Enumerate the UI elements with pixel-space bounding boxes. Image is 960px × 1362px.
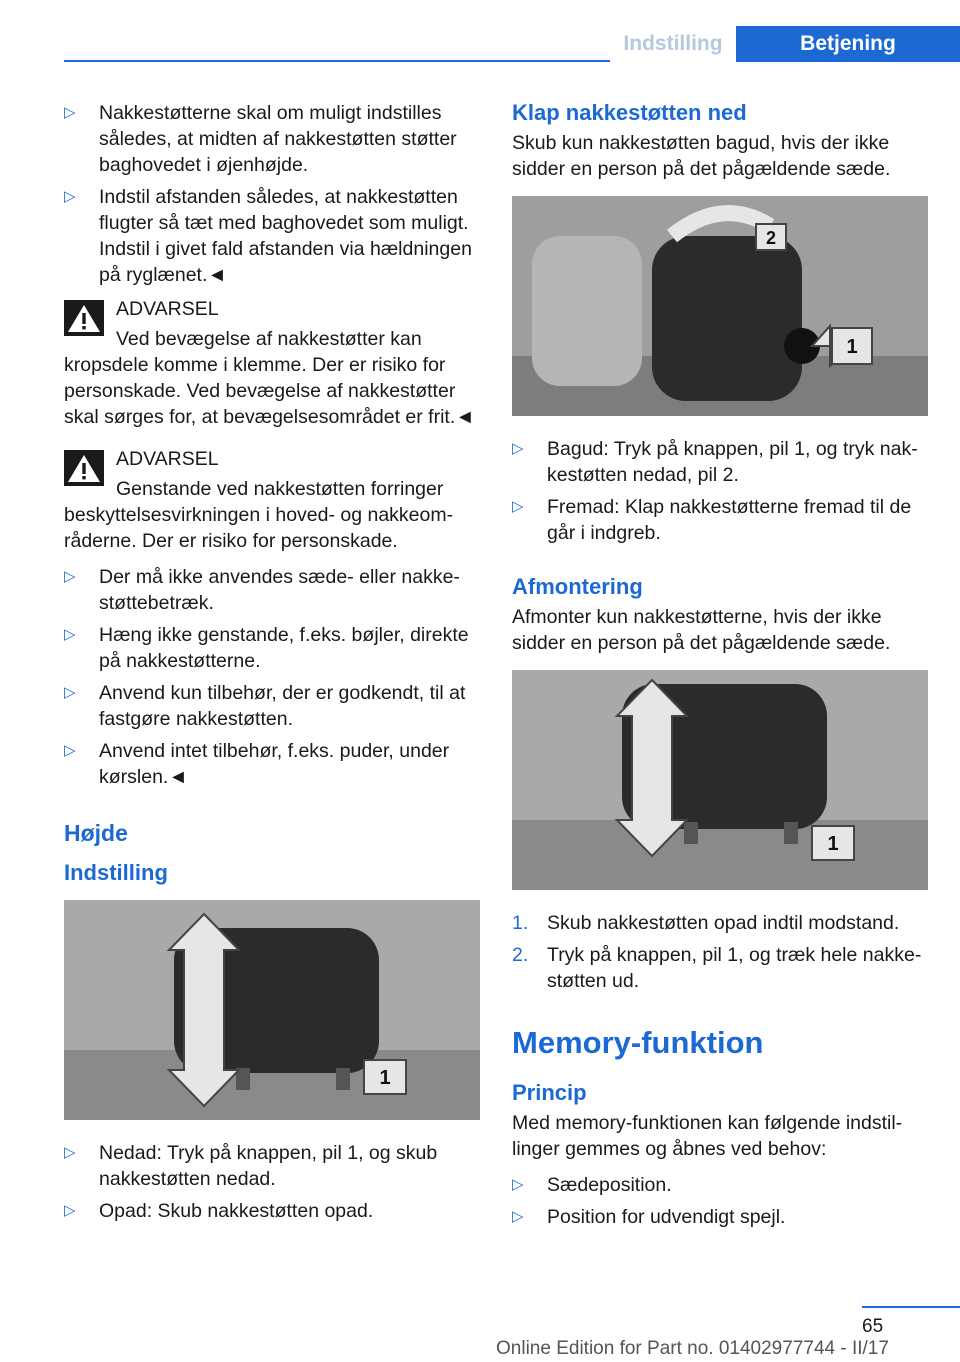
bullet-triangle-icon: ▷ (64, 1144, 76, 1161)
list-item: ▷ Fremad: Klap nakkestøtterne fremad til de går i indgreb. (512, 496, 912, 544)
right-column (512, 100, 928, 1236)
heading-princip: Princip (512, 1080, 587, 1105)
list-item: ▷ Bagud: Tryk på knappen, pil 1, og tryk nak-kestøtten nedad, pil 2. (512, 438, 918, 486)
bullet-triangle-icon: ▷ (512, 1208, 524, 1225)
list-item: 1. Skub nakkestøtten opad indtil modstand. (512, 912, 900, 934)
warning-triangle-icon (64, 450, 104, 486)
figure-label: 1 (379, 1067, 391, 1089)
heading-hojde: Højde (64, 820, 128, 846)
warning-title: ADVARSEL (116, 448, 219, 470)
bullet-triangle-icon: ▷ (512, 498, 524, 515)
list-item: ▷ Der må ikke anvendes sæde- eller nakke-støttebetræk. (64, 566, 460, 614)
warning-text: Ved bevægelse af nakkestøtter kan kropsdele komme i klemme. Der er risiko for personskade. Ved bevægelse af nakkestøtter skal sørges for, at bevægelsesområdet er frit.◄ (64, 328, 475, 428)
footer-rule (862, 1306, 960, 1308)
warning-block-2 (64, 446, 480, 554)
headrest-position-list (64, 100, 480, 288)
fold-list (512, 436, 928, 546)
tab-indstilling[interactable]: Indstilling (610, 26, 736, 62)
page-number: 65 (862, 1316, 884, 1337)
left-column (64, 100, 480, 1230)
heading-indstilling: Indstilling (64, 860, 168, 885)
headrest-removal-image (512, 670, 928, 890)
bullet-triangle-icon: ▷ (512, 440, 524, 457)
list-item: ▷ Position for udvendigt spejl. (512, 1206, 786, 1228)
list-item: 2. Tryk på knappen, pil 1, og træk hele nakke-støtten ud. (512, 944, 922, 992)
warning-triangle-icon (64, 300, 104, 336)
bullet-triangle-icon: ▷ (64, 742, 76, 759)
list-item: ▷ Anvend kun tilbehør, der er godkendt, til at fastgøre nakkestøtten. (64, 682, 466, 730)
bullet-triangle-icon: ▷ (64, 626, 76, 643)
warning-text: Genstande ved nakkestøtten forringer beskyttelsesvirkningen i hoved- og nakkeom-råderne. Der er risiko for personskade. (64, 478, 454, 552)
list-item: ▷ Indstil afstanden således, at nakkestøtten flugter så tæt med baghovedet som muligt. Indstil i givet fald afstanden via hældningen på ryglænet.◄ (64, 186, 472, 286)
memory-list (512, 1172, 928, 1230)
afmontering-text: Afmonter kun nakkestøtterne, hvis der ikke sidder en person på det pågældende sæde. (512, 606, 891, 654)
bullet-triangle-icon: ▷ (64, 684, 76, 701)
figure-label: 2 (765, 228, 777, 248)
heading-afmontering: Afmontering (512, 574, 643, 599)
heading-memory: Memory-funktion (512, 1025, 764, 1060)
list-item: ▷ Anvend intet tilbehør, f.eks. puder, under kørslen.◄ (64, 740, 450, 788)
bullet-triangle-icon: ▷ (64, 1202, 76, 1219)
warning-list (64, 564, 480, 790)
figure-label: 1 (827, 833, 839, 855)
height-list (64, 1140, 480, 1224)
bullet-triangle-icon: ▷ (64, 188, 76, 205)
edition-watermark: Online Edition for Part no. 01402977744 - II/17 (496, 1338, 889, 1359)
list-item: ▷ Sædeposition. (512, 1174, 672, 1196)
headrest-fold-image (512, 196, 928, 416)
list-item: ▷ Nedad: Tryk på knappen, pil 1, og skub nakkestøtten nedad. (64, 1142, 438, 1190)
warning-block-1 (64, 296, 480, 430)
bullet-triangle-icon: ▷ (64, 104, 76, 121)
removal-steps (512, 910, 928, 994)
bullet-triangle-icon: ▷ (512, 1176, 524, 1193)
warning-title: ADVARSEL (116, 298, 219, 320)
list-item: ▷ Hæng ikke genstande, f.eks. bøjler, direkte på nakkestøtterne. (64, 624, 469, 672)
list-item: ▷ Opad: Skub nakkestøtten opad. (64, 1200, 374, 1222)
figure-label: 1 (846, 336, 858, 358)
list-item: ▷ Nakkestøtterne skal om muligt indstilles således, at midten af nakkestøtten støtter baghovedet i øjenhøjde. (64, 102, 457, 176)
heading-klap: Klap nakkestøtten ned (512, 100, 747, 125)
klap-text: Skub kun nakkestøtten bagud, hvis der ikke sidder en person på det pågældende sæde. (512, 132, 891, 180)
tab-betjening[interactable]: Betjening (736, 26, 960, 62)
headrest-height-image (64, 900, 480, 1120)
princip-text: Med memory-funktionen kan følgende indstil-linger gemmes og åbnes ved behov: (512, 1112, 903, 1160)
bullet-triangle-icon: ▷ (64, 568, 76, 585)
